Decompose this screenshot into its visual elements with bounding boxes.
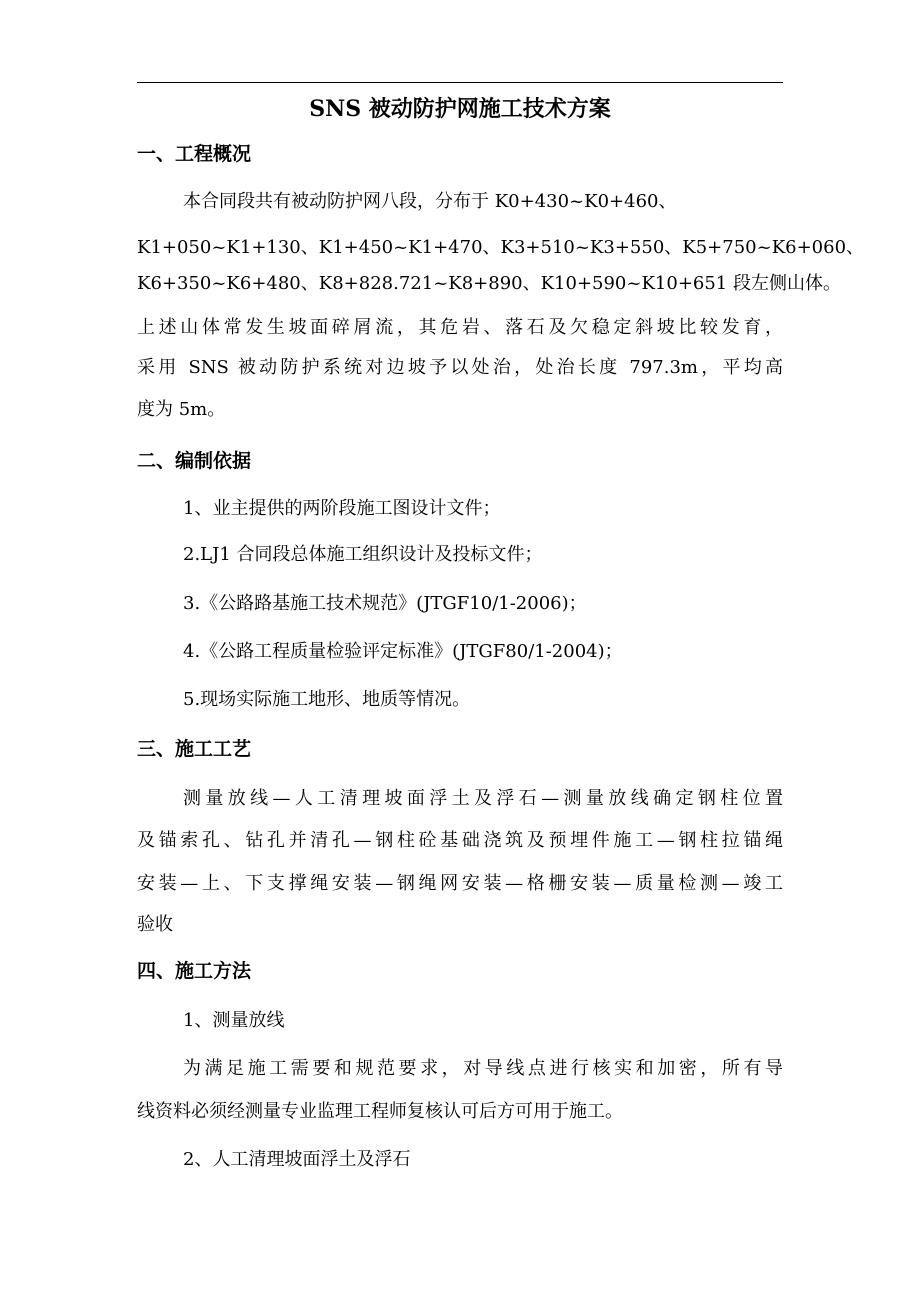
paragraph-line: 度为 5m。 xyxy=(137,399,226,420)
paragraph-line: 安装—上、下支撑绳安装—钢绳网安装—格栅安装—质量检测—竣工 xyxy=(137,873,783,894)
paragraph-line: 验收 xyxy=(137,914,173,935)
paragraph-line: 及锚索孔、钻孔并清孔—钢柱砼基础浇筑及预埋件施工—钢柱拉锚绳 xyxy=(137,830,783,851)
paragraph-line: 采用 SNS 被动防护系统对边坡予以处治，处治长度 797.3m，平均高 xyxy=(137,357,783,378)
header-rule xyxy=(137,82,783,83)
subsection-heading: 1、测量放线 xyxy=(183,1010,285,1031)
paragraph-line: 线资料必须经测量专业监理工程师复核认可后方可用于施工。 xyxy=(137,1101,623,1122)
paragraph-line: 上述山体常发生坡面碎屑流，其危岩、落石及欠稳定斜坡比较发育， xyxy=(137,317,783,338)
paragraph-line: 为满足施工需要和规范要求，对导线点进行核实和加密，所有导 xyxy=(183,1058,783,1079)
list-item: 5.现场实际施工地形、地质等情况。 xyxy=(183,689,471,710)
paragraph-line: 本合同段共有被动防护网八段，分布于 K0+430~K0+460、 xyxy=(183,191,677,212)
section-heading-3: 三、施工工艺 xyxy=(137,738,252,760)
subsection-heading: 2、人工清理坡面浮土及浮石 xyxy=(183,1149,411,1170)
paragraph-line: K1+050~K1+130、K1+450~K1+470、K3+510~K3+550、K5+750~K6+060、 xyxy=(137,237,865,258)
paragraph-line: 测量放线—人工清理坡面浮土及浮石—测量放线确定钢柱位置 xyxy=(183,788,783,809)
document-title: SNS 被动防护网施工技术方案 xyxy=(309,96,611,122)
list-item: 2.LJ1 合同段总体施工组织设计及投标文件； xyxy=(183,544,543,565)
section-heading-4: 四、施工方法 xyxy=(137,960,252,982)
paragraph-line: K6+350~K6+480、K8+828.721~K8+890、K10+590~K10+651 段左侧山体。 xyxy=(137,273,841,294)
list-item: 4.《公路工程质量检验评定标准》(JTGF80/1-2004)； xyxy=(183,641,623,662)
section-heading-1: 一、工程概况 xyxy=(137,143,252,165)
section-heading-2: 二、编制依据 xyxy=(137,450,252,472)
list-item: 3.《公路路基施工技术规范》(JTGF10/1-2006)； xyxy=(183,593,587,614)
list-item: 1、业主提供的两阶段施工图设计文件； xyxy=(183,498,501,519)
